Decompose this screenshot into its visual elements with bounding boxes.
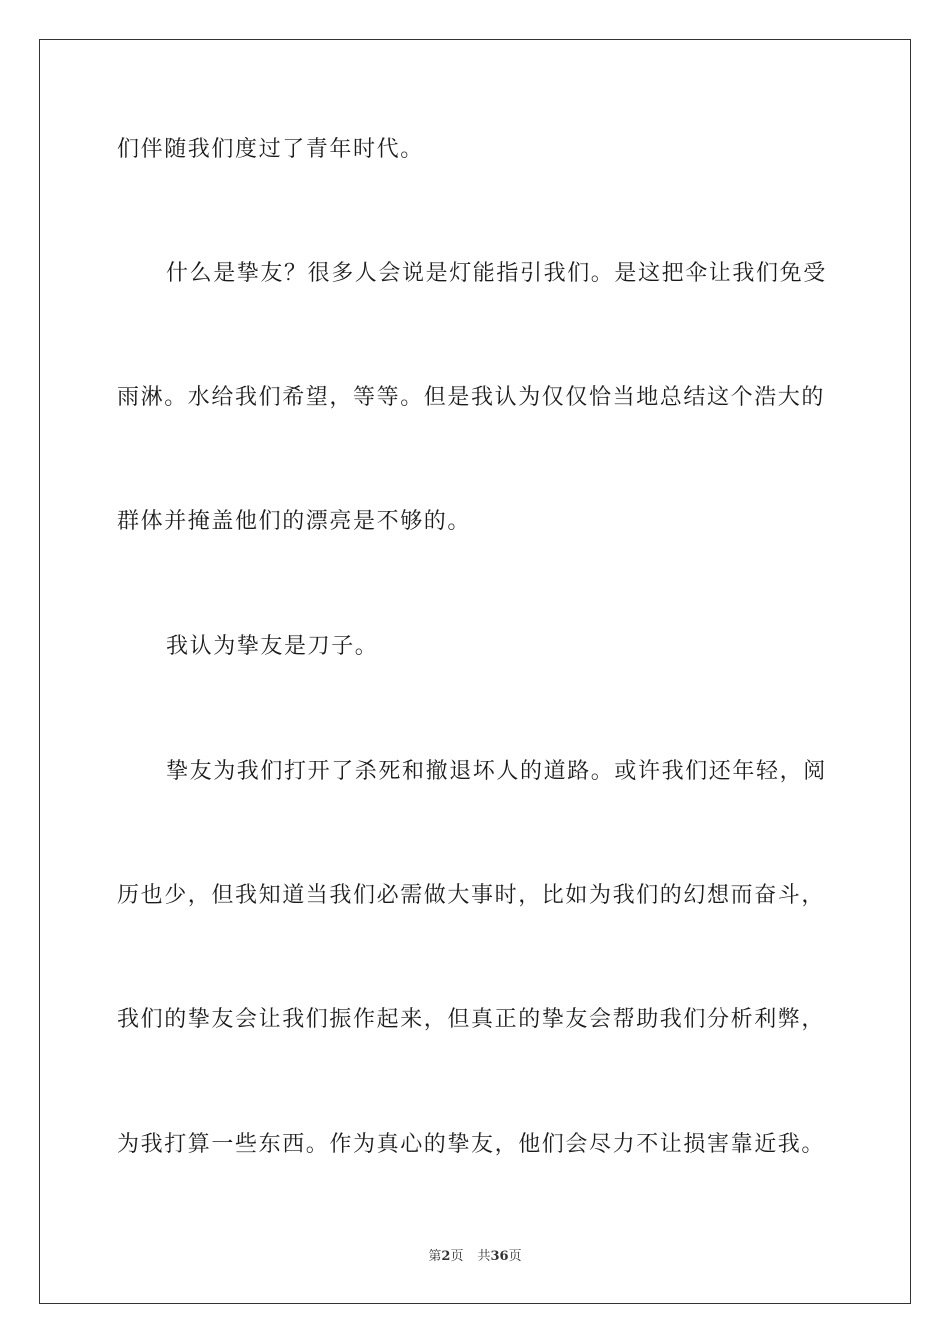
- page-prefix: 第: [428, 1249, 442, 1264]
- text-line-2: 什么是挚友？很多人会说是灯能指引我们。是这把伞让我们免受: [166, 261, 827, 286]
- total-prefix: 共: [477, 1249, 491, 1264]
- total-pages: 36: [490, 1249, 509, 1264]
- page-frame: [39, 39, 911, 1304]
- page-number: 2: [441, 1249, 451, 1264]
- text-line-1: 们伴随我们度过了青年时代。: [117, 137, 424, 162]
- total-suffix: 页: [508, 1249, 522, 1264]
- page-footer: [0, 1248, 950, 1266]
- text-line-6: 挚友为我们打开了杀死和撤退坏人的道路。或许我们还年轻，阅: [166, 759, 827, 784]
- text-line-5: 我认为挚友是刀子。: [166, 634, 379, 659]
- text-line-9: 为我打算一些东西。作为真心的挚友，他们会尽力不让损害靠近我。: [117, 1132, 826, 1157]
- text-line-7: 历也少，但我知道当我们必需做大事时，比如为我们的幻想而奋斗，: [117, 883, 826, 908]
- text-line-8: 我们的挚友会让我们振作起来，但真正的挚友会帮助我们分析利弊，: [117, 1007, 826, 1032]
- page-suffix: 页: [450, 1249, 464, 1264]
- text-line-3: 雨淋。水给我们希望，等等。但是我认为仅仅恰当地总结这个浩大的: [117, 385, 826, 410]
- text-line-4: 群体并掩盖他们的漂亮是不够的。: [117, 509, 472, 534]
